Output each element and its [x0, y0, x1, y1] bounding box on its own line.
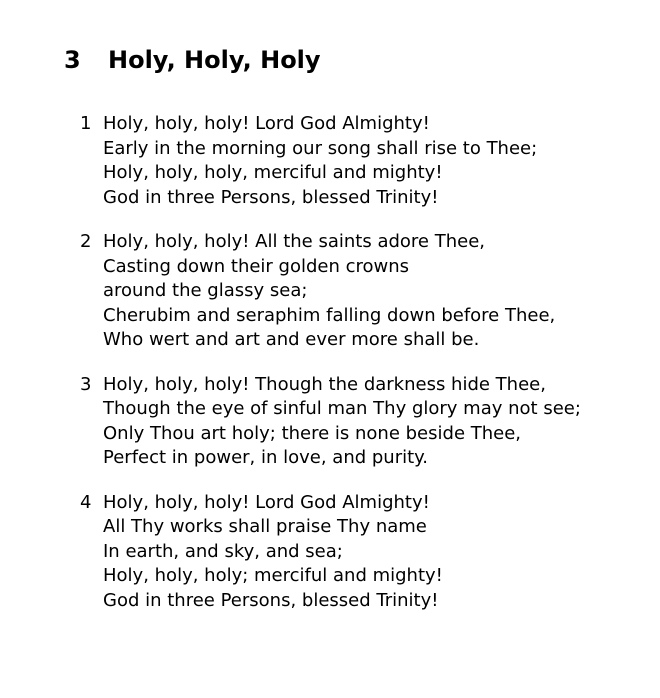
- verse-lines: [103, 373, 660, 471]
- hymn-number: 3: [64, 46, 81, 74]
- verse-line: Though the eye of sinful man Thy glory may not see;: [103, 398, 581, 419]
- verse-line: God in three Persons, blessed Trinity!: [103, 186, 439, 208]
- verse-line: Casting down their golden crowns: [103, 255, 410, 277]
- verse-line: Who wert and art and ever more shall be.: [103, 329, 480, 350]
- verse-number: 3: [80, 373, 92, 395]
- verse-line: Holy, holy, holy! Lord God Almighty!: [103, 491, 430, 513]
- verse-line: Holy, holy, holy! Lord God Almighty!: [103, 113, 430, 134]
- verse-number: 4: [80, 491, 92, 513]
- hymn-title: Holy, Holy, Holy: [108, 46, 321, 74]
- verse-line: In earth, and sky, and sea;: [103, 540, 343, 562]
- hymn-header: [64, 44, 321, 76]
- verse-line: Holy, holy, holy! All the saints adore Thee,: [103, 231, 485, 252]
- verse-1: [0, 112, 660, 210]
- verse-4: [0, 491, 660, 614]
- verse-2: [0, 230, 660, 353]
- verse-list: [0, 112, 660, 633]
- verse-lines: [103, 112, 660, 210]
- verse-line: God in three Persons, blessed Trinity!: [103, 589, 439, 611]
- verse-line: Cherubim and seraphim falling down before Thee,: [103, 304, 556, 326]
- verse-line: Holy, holy, holy! Though the darkness hide Thee,: [103, 373, 546, 395]
- verse-number: 2: [80, 231, 92, 252]
- verse-line: Holy, holy, holy; merciful and mighty!: [103, 565, 443, 586]
- verse-line: Holy, holy, holy, merciful and mighty!: [103, 162, 443, 183]
- verse-lines: [103, 491, 660, 614]
- verse-line: around the glassy sea;: [103, 280, 308, 301]
- verse-3: [0, 373, 660, 471]
- verse-lines: [103, 230, 660, 353]
- verse-line: Early in the morning our song shall rise to Thee;: [103, 137, 538, 159]
- verse-line: Perfect in power, in love, and purity.: [103, 447, 428, 468]
- verse-line: All Thy works shall praise Thy name: [103, 516, 427, 537]
- verse-line: Only Thou art holy; there is none beside Thee,: [103, 422, 522, 444]
- verse-number: 1: [80, 113, 92, 134]
